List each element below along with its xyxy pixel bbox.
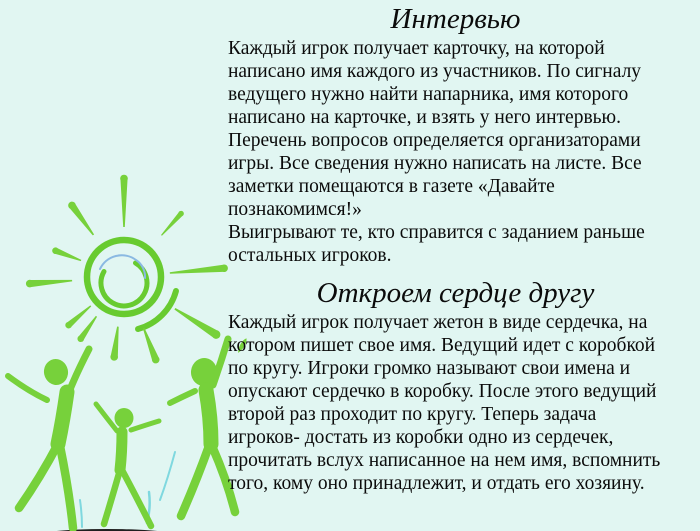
figure-leg xyxy=(60,446,73,528)
figure-arm xyxy=(170,391,195,403)
text-line: Выигрывают те, кто справится с заданием раньше xyxy=(228,222,645,243)
text-line: по кругу. Игроки громко называют свои имена и xyxy=(228,358,631,379)
text-line: опускают сердечко в коробку. После этого ведущий xyxy=(228,381,657,402)
text-line: заметки помещаются в газете «Давайте xyxy=(228,176,555,197)
text-line: написано имя каждого из участников. По сигналу xyxy=(228,61,642,82)
text-line: Каждый игрок получает жетон в виде сердечка, на xyxy=(228,312,648,333)
sun-outer-ring xyxy=(87,240,161,314)
text-line: Перечень вопросов определяется организаторами xyxy=(228,130,641,151)
sun-ray xyxy=(110,326,122,361)
sun-ray xyxy=(169,264,228,277)
figure-arm xyxy=(213,339,228,385)
text-line: второй раз проходит по кругу. Теперь задача xyxy=(228,404,597,425)
figure-leg xyxy=(19,444,58,508)
figure-arm xyxy=(131,421,159,430)
text-line: игры. Все сведения нужно написать на листе. Все xyxy=(228,153,642,174)
cyan-accent xyxy=(80,500,82,527)
sun-ray xyxy=(76,314,99,343)
text-line: того, кому оно принадлежит, и отдать его хозяину. xyxy=(228,473,645,494)
text-column xyxy=(228,0,683,495)
figure-torso xyxy=(206,390,211,444)
cyan-accent xyxy=(160,452,175,500)
sun-ray xyxy=(159,210,185,238)
sun-ray xyxy=(51,246,82,263)
text-line: прочитать вслух написанное на нем имя, вспомнить xyxy=(228,450,661,471)
sun-ray xyxy=(67,200,97,237)
sun-rays xyxy=(26,175,229,365)
text-line: котором пишет свое имя. Ведущий идет с коробкой xyxy=(228,335,656,356)
figure-torso xyxy=(58,392,67,444)
cyan-accent-strokes xyxy=(80,452,175,527)
text-line: ведущего нужно найти напарника, имя которого xyxy=(228,84,629,105)
text-line: познакомимся!» xyxy=(228,199,362,220)
figure-leg xyxy=(122,470,151,526)
figure-torso xyxy=(120,432,122,470)
sun-inner-arc xyxy=(101,263,147,306)
figure-head xyxy=(115,408,134,428)
sun-ray xyxy=(140,327,160,365)
sun-ray xyxy=(26,277,73,288)
figure-arm xyxy=(69,349,89,392)
section-title: Интервью xyxy=(390,3,521,35)
figure-arm xyxy=(96,404,117,431)
figure-arm xyxy=(8,376,47,400)
section-body xyxy=(228,37,683,267)
figure-leg xyxy=(104,470,120,524)
figure-leg xyxy=(181,446,209,516)
sun-spiral-icon xyxy=(26,175,229,365)
celebrating-people-under-spiral-sun-icon xyxy=(0,0,260,531)
section-open-heart xyxy=(228,278,683,495)
sun-ray xyxy=(173,305,222,340)
figure-left xyxy=(8,349,89,528)
section-body xyxy=(228,311,683,495)
text-line: остальных игроков. xyxy=(228,245,392,266)
section-interview xyxy=(228,4,683,267)
figure-head xyxy=(42,357,71,387)
sun-ray xyxy=(120,175,128,227)
section-title: Откроем сердце другу xyxy=(316,277,595,309)
text-line: написано на карточке, и взять у него интервью. xyxy=(228,107,621,128)
text-line: игроков- достать из коробки одно из сердечек, xyxy=(228,427,614,448)
text-line: Каждый игрок получает карточку, на которой xyxy=(228,38,605,59)
